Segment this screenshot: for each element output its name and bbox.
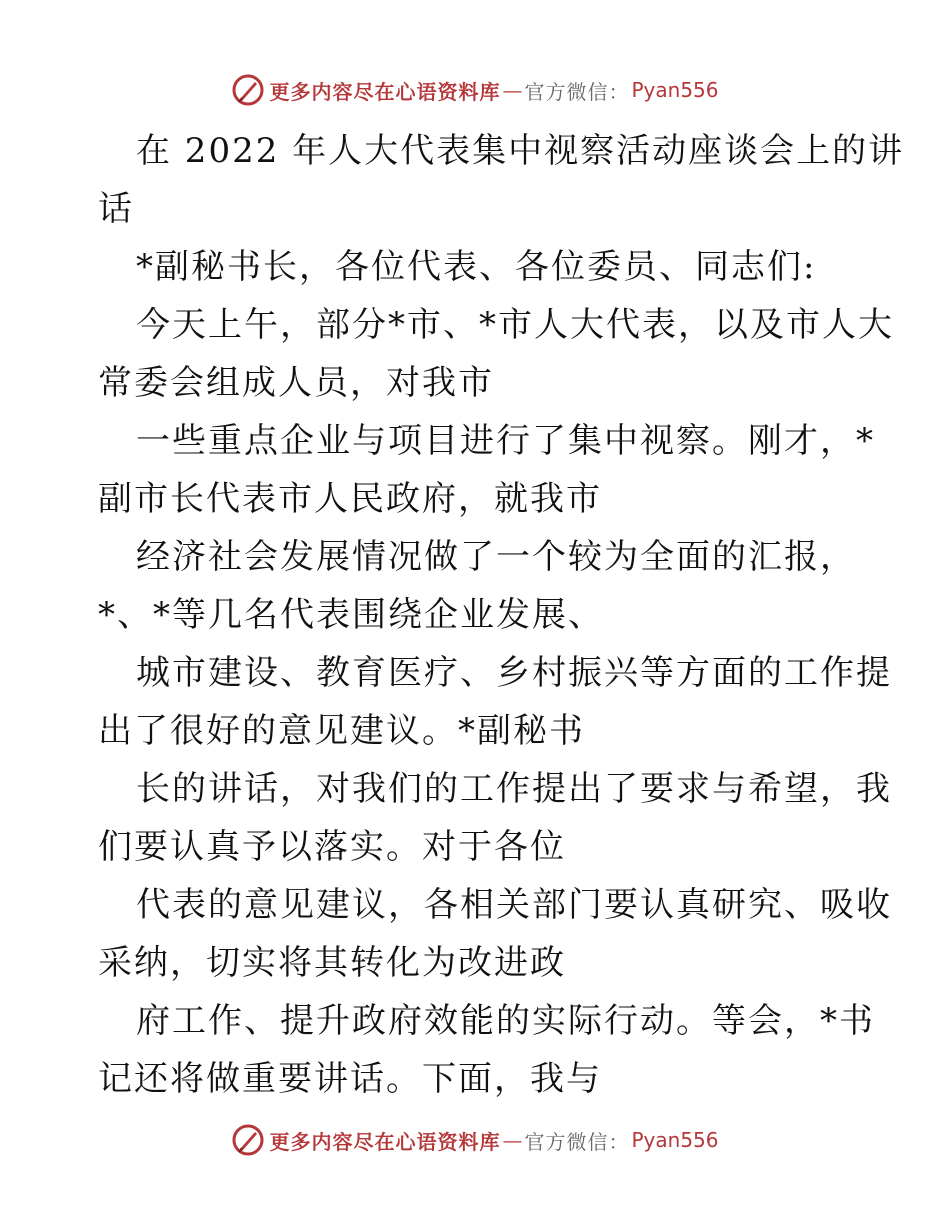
header-watermark bbox=[0, 70, 950, 110]
text-line: 副市长代表市人民政府，就我市 bbox=[98, 479, 602, 519]
watermark-separator: — bbox=[502, 78, 523, 102]
watermark-text: 更多内容尽在心语资料库 bbox=[269, 1129, 501, 1154]
text-line: *副秘书长，各位代表、各位委员、同志们: bbox=[136, 247, 817, 287]
quill-pen-logo-icon bbox=[231, 1123, 265, 1157]
text-line: 常委会组成人员，对我市 bbox=[98, 363, 494, 403]
quill-pen-logo-icon bbox=[231, 73, 265, 107]
text-line: 在 2022 年人大代表集中视察活动座谈会上的讲 bbox=[136, 131, 905, 171]
text-line: 记还将做重要讲话。下面，我与 bbox=[98, 1059, 602, 1099]
watermark-wechat-label: 官方微信： bbox=[524, 79, 630, 104]
document-body bbox=[98, 122, 905, 1108]
watermark-text: 更多内容尽在心语资料库 bbox=[269, 79, 501, 104]
footer-watermark bbox=[0, 1120, 950, 1160]
text-line: 采纳，切实将其转化为改进政 bbox=[98, 943, 566, 983]
text-line: *、*等几名代表围绕企业发展、 bbox=[98, 595, 604, 635]
watermark-wechat-id: Pyan556 bbox=[631, 1128, 719, 1152]
text-line: 话 bbox=[98, 189, 134, 229]
text-line: 城市建设、教育医疗、乡村振兴等方面的工作提 bbox=[136, 653, 892, 693]
text-line: 今天上午，部分*市、*市人大代表，以及市人大 bbox=[136, 305, 894, 345]
text-line: 出了很好的意见建议。*副秘书 bbox=[98, 711, 585, 751]
text-line: 一些重点企业与项目进行了集中视察。刚才，* bbox=[136, 421, 875, 461]
text-line: 长的讲话，对我们的工作提出了要求与希望，我 bbox=[136, 769, 892, 809]
text-line: 经济社会发展情况做了一个较为全面的汇报， bbox=[136, 537, 856, 577]
watermark-wechat-label: 官方微信： bbox=[524, 1129, 630, 1154]
text-line: 府工作、提升政府效能的实际行动。等会，*书 bbox=[136, 1001, 875, 1041]
watermark-wechat-id: Pyan556 bbox=[631, 78, 719, 102]
watermark-separator: — bbox=[502, 1128, 523, 1152]
text-line: 代表的意见建议，各相关部门要认真研究、吸收 bbox=[136, 885, 892, 925]
text-line: 们要认真予以落实。对于各位 bbox=[98, 827, 566, 867]
